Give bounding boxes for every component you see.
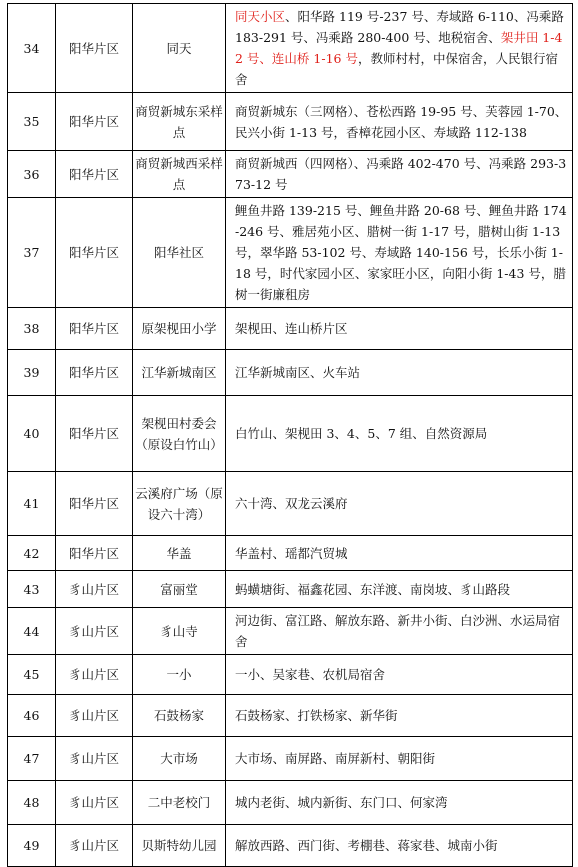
table-row <box>8 151 573 198</box>
district-cell: 豸山片区 <box>56 781 133 825</box>
coverage-range-cell: 架枧田、连山桥片区 <box>226 308 573 350</box>
district-cell: 豸山片区 <box>56 608 133 655</box>
row-number: 38 <box>8 308 56 350</box>
sampling-point-cell: 架枧田村委会（原设白竹山） <box>133 396 226 472</box>
coverage-range-cell: 城内老街、城内新街、东门口、何家湾 <box>226 781 573 825</box>
district-cell: 阳华片区 <box>56 198 133 308</box>
sampling-point-cell: 二中老校门 <box>133 781 226 825</box>
table-row <box>8 608 573 655</box>
row-number: 43 <box>8 571 56 608</box>
table-row <box>8 737 573 781</box>
row-number: 49 <box>8 825 56 867</box>
table-row <box>8 396 573 472</box>
table-row <box>8 472 573 536</box>
sampling-point-cell: 江华新城南区 <box>133 350 226 396</box>
coverage-range-cell <box>226 4 573 93</box>
district-cell: 阳华片区 <box>56 472 133 536</box>
sampling-point-cell: 云溪府广场（原设六十湾） <box>133 472 226 536</box>
row-number: 37 <box>8 198 56 308</box>
district-cell: 豸山片区 <box>56 571 133 608</box>
table-row <box>8 4 573 93</box>
sampling-point-cell: 原架枧田小学 <box>133 308 226 350</box>
row-number: 41 <box>8 472 56 536</box>
row-number: 47 <box>8 737 56 781</box>
sampling-point-cell: 商贸新城东采样点 <box>133 93 226 151</box>
coverage-range-cell: 大市场、南屏路、南屏新村、朝阳街 <box>226 737 573 781</box>
district-cell: 豸山片区 <box>56 737 133 781</box>
coverage-range-cell: 河边街、富江路、解放东路、新井小街、白沙洲、水运局宿舍 <box>226 608 573 655</box>
sampling-point-cell: 贝斯特幼儿园 <box>133 825 226 867</box>
highlighted-text: 同天小区 <box>235 9 286 24</box>
district-cell: 阳华片区 <box>56 350 133 396</box>
coverage-range-cell: 石鼓杨家、打铁杨家、新华街 <box>226 695 573 737</box>
sampling-point-cell: 大市场 <box>133 737 226 781</box>
district-cell: 豸山片区 <box>56 695 133 737</box>
coverage-range-cell: 华盖村、瑶都汽贸城 <box>226 536 573 571</box>
row-number: 46 <box>8 695 56 737</box>
coverage-range-cell: 解放西路、西门街、考棚巷、蒋家巷、城南小街 <box>226 825 573 867</box>
table-row <box>8 536 573 571</box>
row-number: 34 <box>8 4 56 93</box>
coverage-range-cell: 白竹山、架枧田 3、4、5、7 组、自然资源局 <box>226 396 573 472</box>
coverage-range-cell: 商贸新城西（四网格）、冯乘路 402-470 号、冯乘路 293-373-12 号 <box>226 151 573 198</box>
row-number: 39 <box>8 350 56 396</box>
sampling-point-cell: 石鼓杨家 <box>133 695 226 737</box>
table-row <box>8 198 573 308</box>
sampling-points-table <box>7 3 573 867</box>
sampling-point-cell: 阳华社区 <box>133 198 226 308</box>
coverage-range-cell: 鲤鱼井路 139-215 号、鲤鱼井路 20-68 号、鲤鱼井路 174-246 号、雅居苑小区、腊树一街 1-17 号，腊树山街 1-13 号，翠华路 53-102 号、寿域路 140-156 号，长乐小街 1-18 号，时代家园小区、家家旺小区，向阳小街 1-43 号，腊树一街廉租房 <box>226 198 573 308</box>
coverage-range-cell: 蚂蟥塘街、福鑫花园、东洋渡、南岗坡、豸山路段 <box>226 571 573 608</box>
district-cell: 阳华片区 <box>56 93 133 151</box>
district-cell: 豸山片区 <box>56 825 133 867</box>
row-number: 48 <box>8 781 56 825</box>
range-text: ，教师村村，中保宿舍，人民银行宿舍 <box>235 51 558 87</box>
district-cell: 阳华片区 <box>56 4 133 93</box>
coverage-range-cell: 一小、吴家巷、农机局宿舍 <box>226 655 573 695</box>
district-cell: 阳华片区 <box>56 536 133 571</box>
table-row <box>8 695 573 737</box>
sampling-point-cell: 豸山寺 <box>133 608 226 655</box>
range-text: 、阳华路 119 号-237 号、寿域路 6-110、冯乘路 183-291 号、冯乘路 280-400 号、地税宿舍、 <box>235 9 564 45</box>
table-body <box>8 4 573 867</box>
coverage-range-cell: 商贸新城东（三网格）、苍松西路 19-95 号、芙蓉园 1-70、民兴小街 1-13 号，香樟花园小区、寿域路 112-138 <box>226 93 573 151</box>
table-row <box>8 781 573 825</box>
sampling-point-cell: 一小 <box>133 655 226 695</box>
coverage-range-cell: 六十湾、双龙云溪府 <box>226 472 573 536</box>
district-cell: 豸山片区 <box>56 655 133 695</box>
row-number: 42 <box>8 536 56 571</box>
district-cell: 阳华片区 <box>56 396 133 472</box>
sampling-point-cell: 华盖 <box>133 536 226 571</box>
table-row <box>8 308 573 350</box>
district-cell: 阳华片区 <box>56 151 133 198</box>
district-cell: 阳华片区 <box>56 308 133 350</box>
table-row <box>8 571 573 608</box>
row-number: 36 <box>8 151 56 198</box>
sampling-point-cell: 同天 <box>133 4 226 93</box>
sampling-point-cell: 商贸新城西采样点 <box>133 151 226 198</box>
table-row <box>8 350 573 396</box>
table-row <box>8 655 573 695</box>
row-number: 45 <box>8 655 56 695</box>
table-row <box>8 825 573 867</box>
highlighted-text: 架井田 1-42 号、连山桥 1-16 号 <box>235 30 563 66</box>
table-row <box>8 93 573 151</box>
row-number: 40 <box>8 396 56 472</box>
row-number: 44 <box>8 608 56 655</box>
row-number: 35 <box>8 93 56 151</box>
sampling-point-cell: 富丽堂 <box>133 571 226 608</box>
coverage-range-cell: 江华新城南区、火车站 <box>226 350 573 396</box>
